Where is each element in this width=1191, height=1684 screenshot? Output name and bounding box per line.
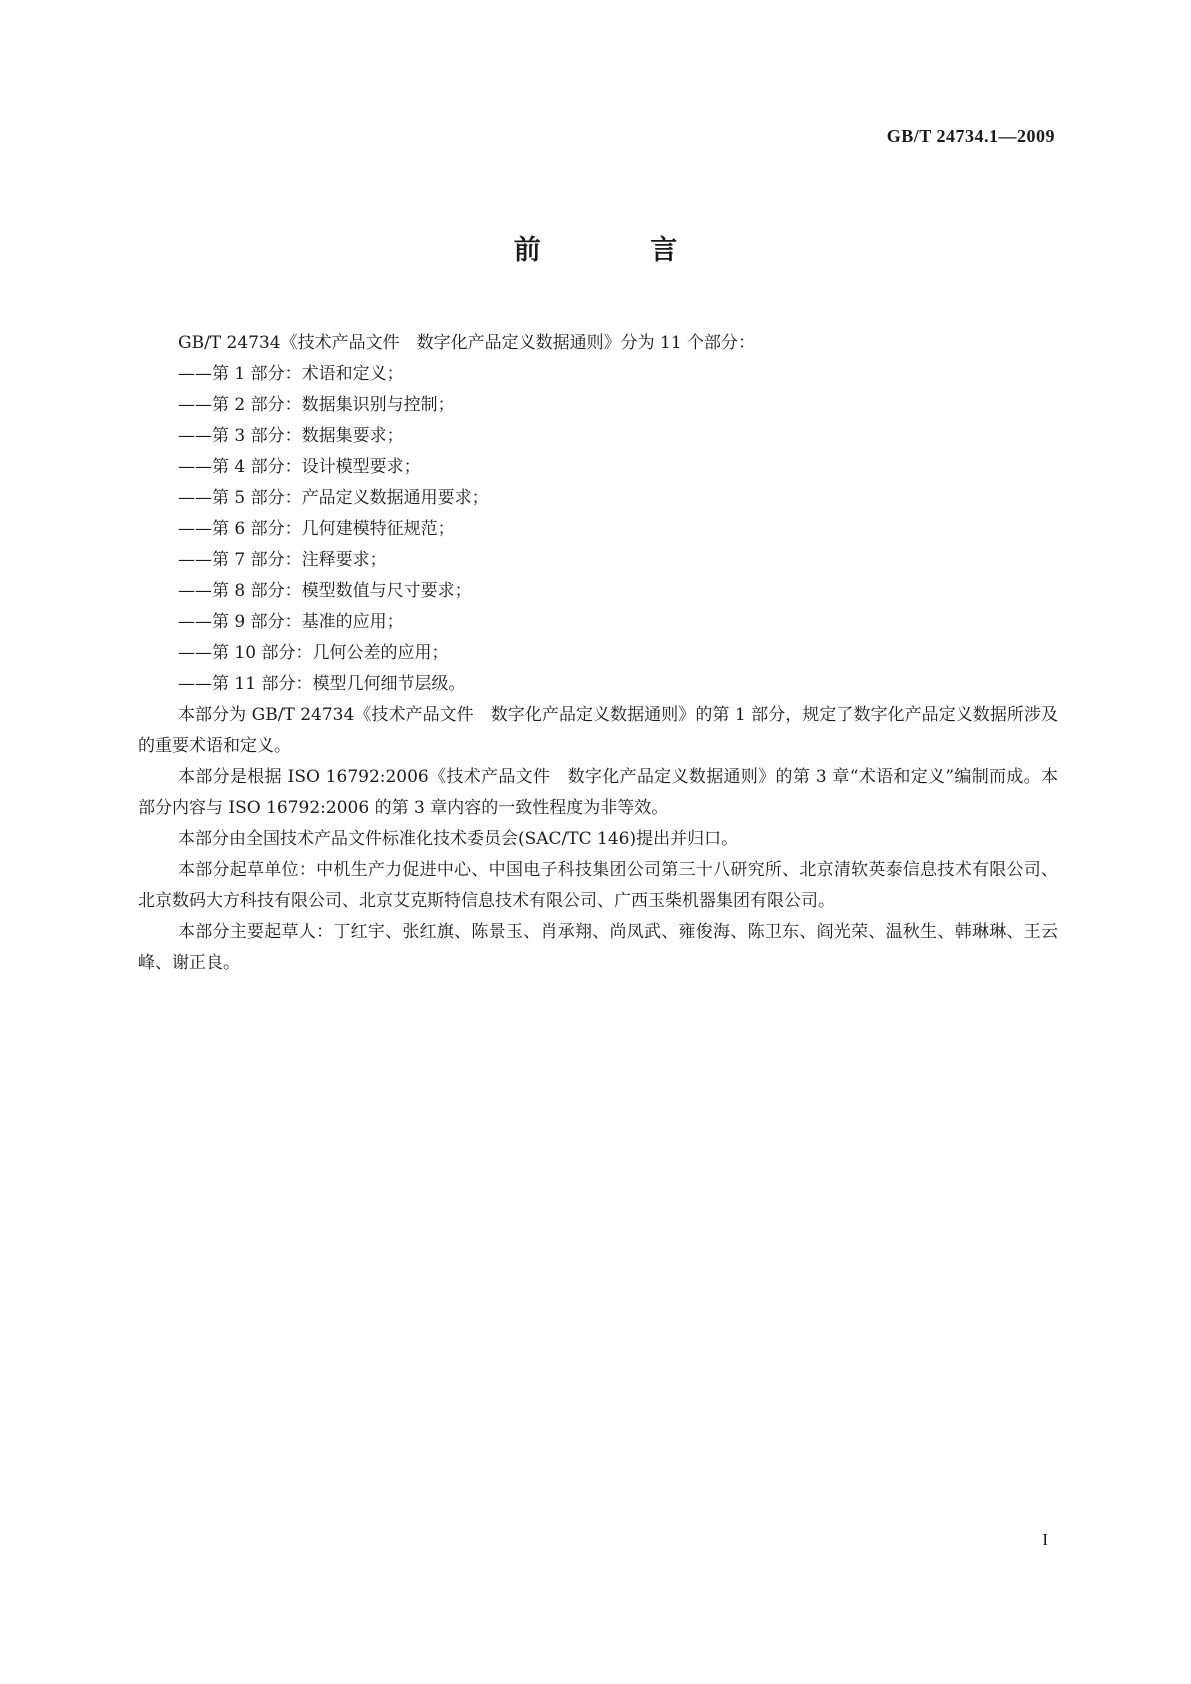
list-item: ——第 1 部分：术语和定义； (178, 364, 404, 384)
list-item: ——第 2 部分：数据集识别与控制； (178, 395, 455, 415)
list-item: ——第 5 部分：产品定义数据通用要求； (178, 488, 489, 508)
drafters-paragraph: 本部分主要起草人：丁红宇、张红旗、陈景玉、肖承翔、尚凤武、雍俊海、陈卫东、阎光荣、温秋生、韩琳琳、王云峰、谢正良。 (138, 922, 1058, 973)
list-item: ——第 11 部分：模型几何细节层级。 (178, 674, 466, 694)
list-item: ——第 7 部分：注释要求； (178, 550, 387, 570)
drafting-units-paragraph: 本部分起草单位：中机生产力促进中心、中国电子科技集团公司第三十八研究所、北京清软英泰信息技术有限公司、北京数码大方科技有限公司、北京艾克斯特信息技术有限公司、广西玉柴机器集团有限公司。 (138, 860, 1058, 911)
page-number: I (1042, 1530, 1048, 1549)
list-item: ——第 8 部分：模型数值与尺寸要求； (178, 581, 472, 601)
scope-paragraph: 本部分为 GB/T 24734《技术产品文件 数字化产品定义数据通则》的第 1 部分，规定了数字化产品定义数据所涉及的重要术语和定义。 (138, 705, 1058, 756)
foreword-body (138, 328, 1058, 979)
intro-paragraph: GB/T 24734《技术产品文件 数字化产品定义数据通则》分为 11 个部分： (178, 333, 756, 353)
proposer-paragraph: 本部分由全国技术产品文件标准化技术委员会(SAC/TC 146)提出并归口。 (178, 829, 739, 849)
list-item: ——第 3 部分：数据集要求； (178, 426, 404, 446)
parts-list (138, 359, 1058, 700)
list-item: ——第 9 部分：基准的应用； (178, 612, 404, 632)
standard-number: GB/T 24734.1—2009 (886, 126, 1055, 146)
basis-paragraph: 本部分是根据 ISO 16792:2006《技术产品文件 数字化产品定义数据通则》的第 3 章“术语和定义”编制而成。本部分内容与 ISO 16792:2006 的第 3 章内容的一致性程度为非等效。 (138, 767, 1058, 818)
page-title: 前 言 (513, 235, 728, 266)
list-item: ——第 4 部分：设计模型要求； (178, 457, 421, 477)
list-item: ——第 10 部分：几何公差的应用； (178, 643, 449, 663)
list-item: ——第 6 部分：几何建模特征规范； (178, 519, 455, 539)
